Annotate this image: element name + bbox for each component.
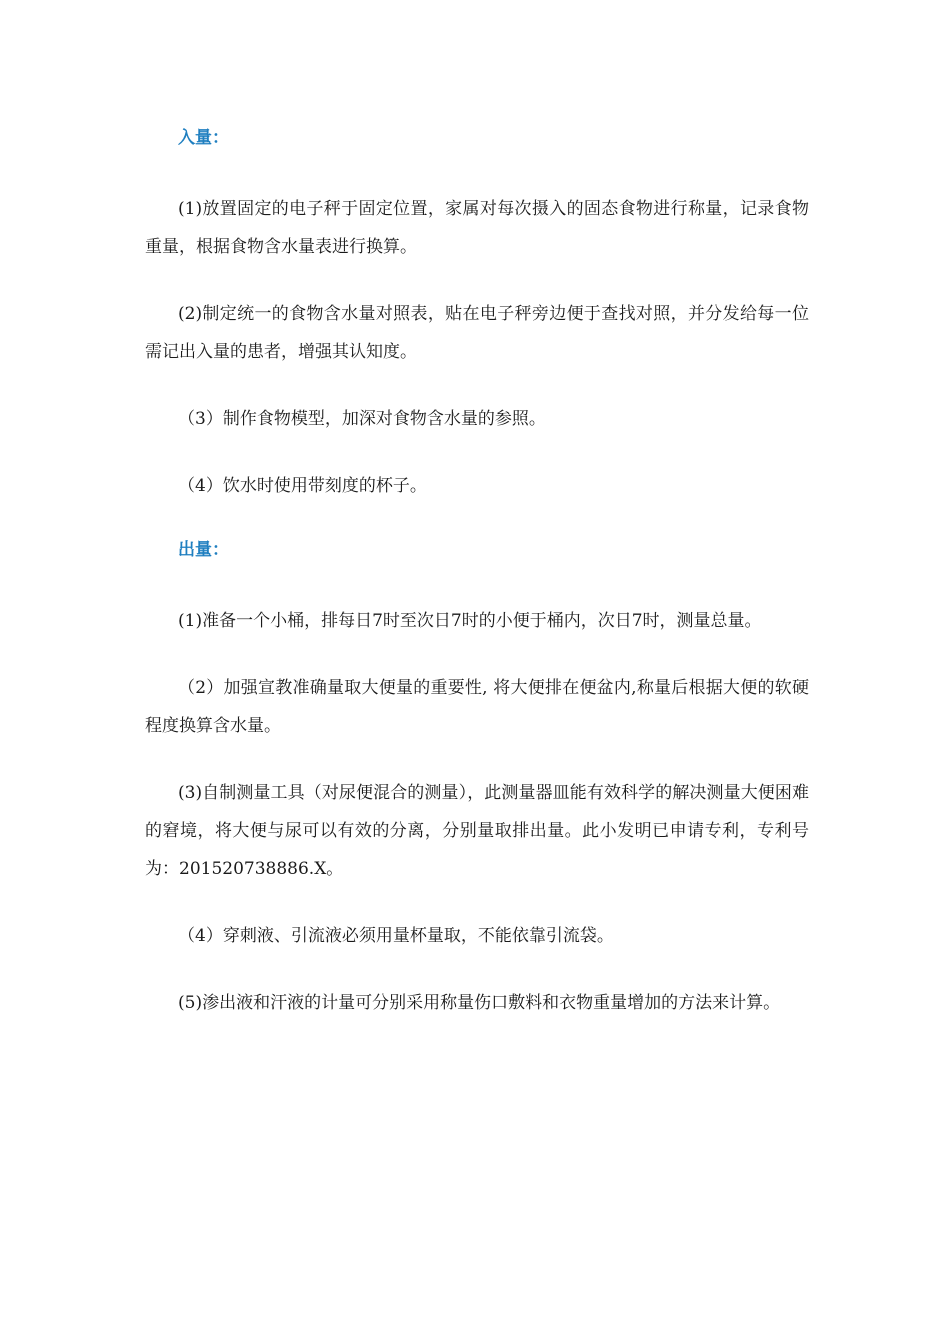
- intake-item-4: （4）饮水时使用带刻度的杯子。: [178, 476, 427, 496]
- output-item-5: (5)渗出液和汗液的计量可分别采用称量伤口敷料和衣物重量增加的方法来计算。: [178, 993, 781, 1013]
- intake-item-3: （3）制作食物模型，加深对食物含水量的参照。: [178, 409, 546, 429]
- output-item-2: （2）加强宣教准确量取大便量的重要性, 将大便排在便盆内,称量后根据大便的软硬程度换算含水量。: [145, 678, 809, 736]
- intake-item-2: (2)制定统一的食物含水量对照表，贴在电子秤旁边便于查找对照，并分发给每一位需记出入量的患者，增强其认知度。: [145, 304, 809, 362]
- output-item-3: (3)自制测量工具（对尿便混合的测量），此测量器皿能有效科学的解决测量大便困难的窘境，将大便与尿可以有效的分离，分别量取排出量。此小发明已申请专利，专利号为：201520738886.X。: [145, 783, 809, 879]
- section-heading-intake: 入量：: [178, 128, 229, 148]
- section-heading-output: 出量：: [178, 540, 229, 560]
- document-body: [145, 122, 809, 1022]
- intake-item-1: (1)放置固定的电子秤于固定位置，家属对每次摄入的固态食物进行称量，记录食物重量，根据食物含水量表进行换算。: [145, 199, 809, 257]
- output-item-1: (1)准备一个小桶，排每日7时至次日7时的小便于桶内，次日7时，测量总量。: [178, 611, 762, 631]
- output-item-4: （4）穿刺液、引流液必须用量杯量取，不能依靠引流袋。: [178, 926, 614, 946]
